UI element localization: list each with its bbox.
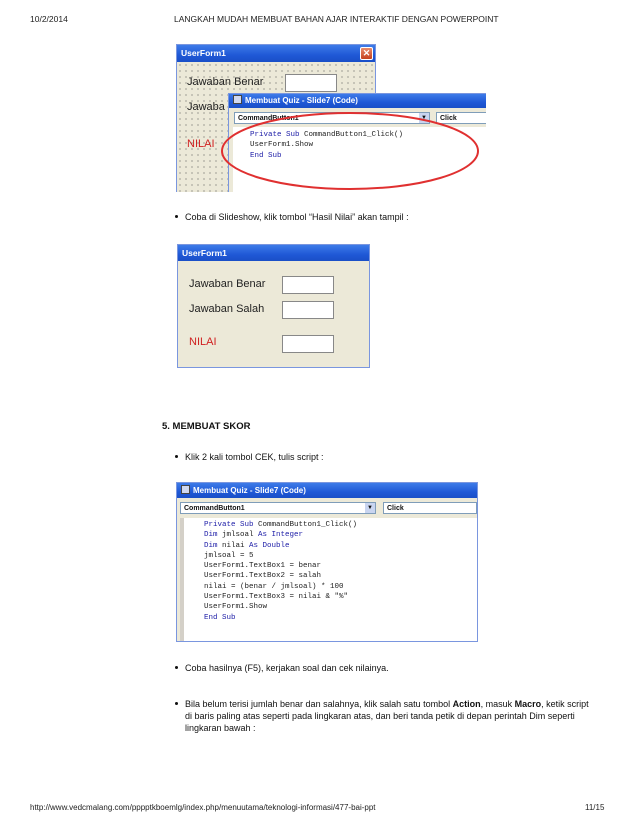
code-window-titlebar: [229, 94, 486, 108]
footer-url[interactable]: http://www.vedcmalang.com/pppptkboemlg/index.php/menuutama/teknologi-informasi/477-bai-ppt: [30, 803, 376, 812]
textbox-benar: [285, 74, 337, 92]
bullet-dot: [175, 702, 178, 705]
object-combo[interactable]: CommandButton1 ▼: [180, 502, 376, 514]
code-line: nilai = (benar / jmlsoal) * 100: [204, 582, 344, 591]
userform-titlebar: [177, 45, 375, 62]
code-line: Dim nilai As Double: [204, 541, 290, 550]
label-nilai: NILAI: [187, 138, 215, 150]
userform-title: UserForm1: [181, 48, 226, 58]
code-line: End Sub: [250, 151, 282, 160]
chevron-down-icon: ▼: [365, 503, 375, 513]
procedure-combo[interactable]: Click: [436, 112, 486, 124]
code-area[interactable]: [180, 518, 478, 642]
label-jawaban-partial: Jawaba: [187, 101, 225, 113]
code-line: Private Sub CommandButton1_Click(): [250, 131, 404, 139]
code-line: End Sub: [204, 613, 236, 622]
code-area[interactable]: [233, 127, 486, 192]
code-line: Dim jmlsoal As Integer: [204, 531, 304, 540]
code-line: UserForm1.TextBox2 = salah: [204, 572, 322, 581]
code-line: UserForm1.Show: [204, 603, 268, 612]
bullet-dot: [175, 666, 178, 669]
userform-result-title: UserForm1: [182, 248, 227, 258]
code-window: [228, 93, 486, 192]
vba-icon: [233, 95, 242, 104]
label-nilai: NILAI: [189, 336, 217, 348]
bullet-coba-slideshow: Coba di Slideshow, klik tombol “Hasil Nilai” akan tampil :: [185, 211, 409, 223]
code-line: UserForm1.Show: [250, 141, 314, 150]
label-jawaban-salah: Jawaban Salah: [189, 303, 265, 315]
chevron-down-icon: ▼: [419, 113, 429, 123]
code-window-skor: [176, 482, 478, 642]
label-jawaban-benar: Jawaban Benar: [187, 76, 264, 88]
userform-result-titlebar: [178, 245, 369, 261]
code-line: UserForm1.TextBox1 = benar: [204, 562, 322, 571]
object-combo[interactable]: CommandButton1 ▼: [234, 112, 430, 124]
procedure-combo[interactable]: Click: [383, 502, 477, 514]
code-line: Private Sub CommandButton1_Click(): [204, 521, 358, 529]
bullet-dot: [175, 455, 178, 458]
code-window-skor-titlebar: [177, 483, 477, 498]
userform-result-window: [177, 244, 370, 368]
close-icon: ✕: [360, 47, 373, 60]
code-line: UserForm1.TextBox3 = nilai & "%": [204, 593, 349, 602]
header-title: LANGKAH MUDAH MEMBUAT BAHAN AJAR INTERAKTIF DENGAN POWERPOINT: [174, 14, 499, 24]
textbox-nilai: [282, 335, 334, 353]
section-title: 5. MEMBUAT SKOR: [162, 421, 251, 432]
bullet-bila-belum: Bila belum terisi jumlah benar dan salahnya, klik salah satu tombol Action, masuk Macro, ketik script di baris paling atas seperti pada lingkaran atas, dan beri tanda petik di depan perintah Dim seperti lingkaran bawah :: [185, 698, 595, 734]
code-window-title: Membuat Quiz - Slide7 (Code): [245, 96, 358, 105]
label-jawaban-benar: Jawaban Benar: [189, 278, 266, 290]
bullet-dot: [175, 215, 178, 218]
code-window-skor-title: Membuat Quiz - Slide7 (Code): [193, 486, 306, 495]
footer-page: 11/15: [585, 803, 605, 812]
bullet-coba-hasil: Coba hasilnya (F5), kerjakan soal dan cek nilainya.: [185, 662, 389, 674]
code-line: jmlsoal = 5: [204, 551, 254, 560]
textbox-benar: [282, 276, 334, 294]
bullet-klik-cek: Klik 2 kali tombol CEK, tulis script :: [185, 451, 324, 463]
screenshot-code-overlay: [176, 44, 486, 192]
vba-icon: [181, 485, 190, 494]
header-date: 10/2/2014: [30, 14, 68, 24]
textbox-salah: [282, 301, 334, 319]
